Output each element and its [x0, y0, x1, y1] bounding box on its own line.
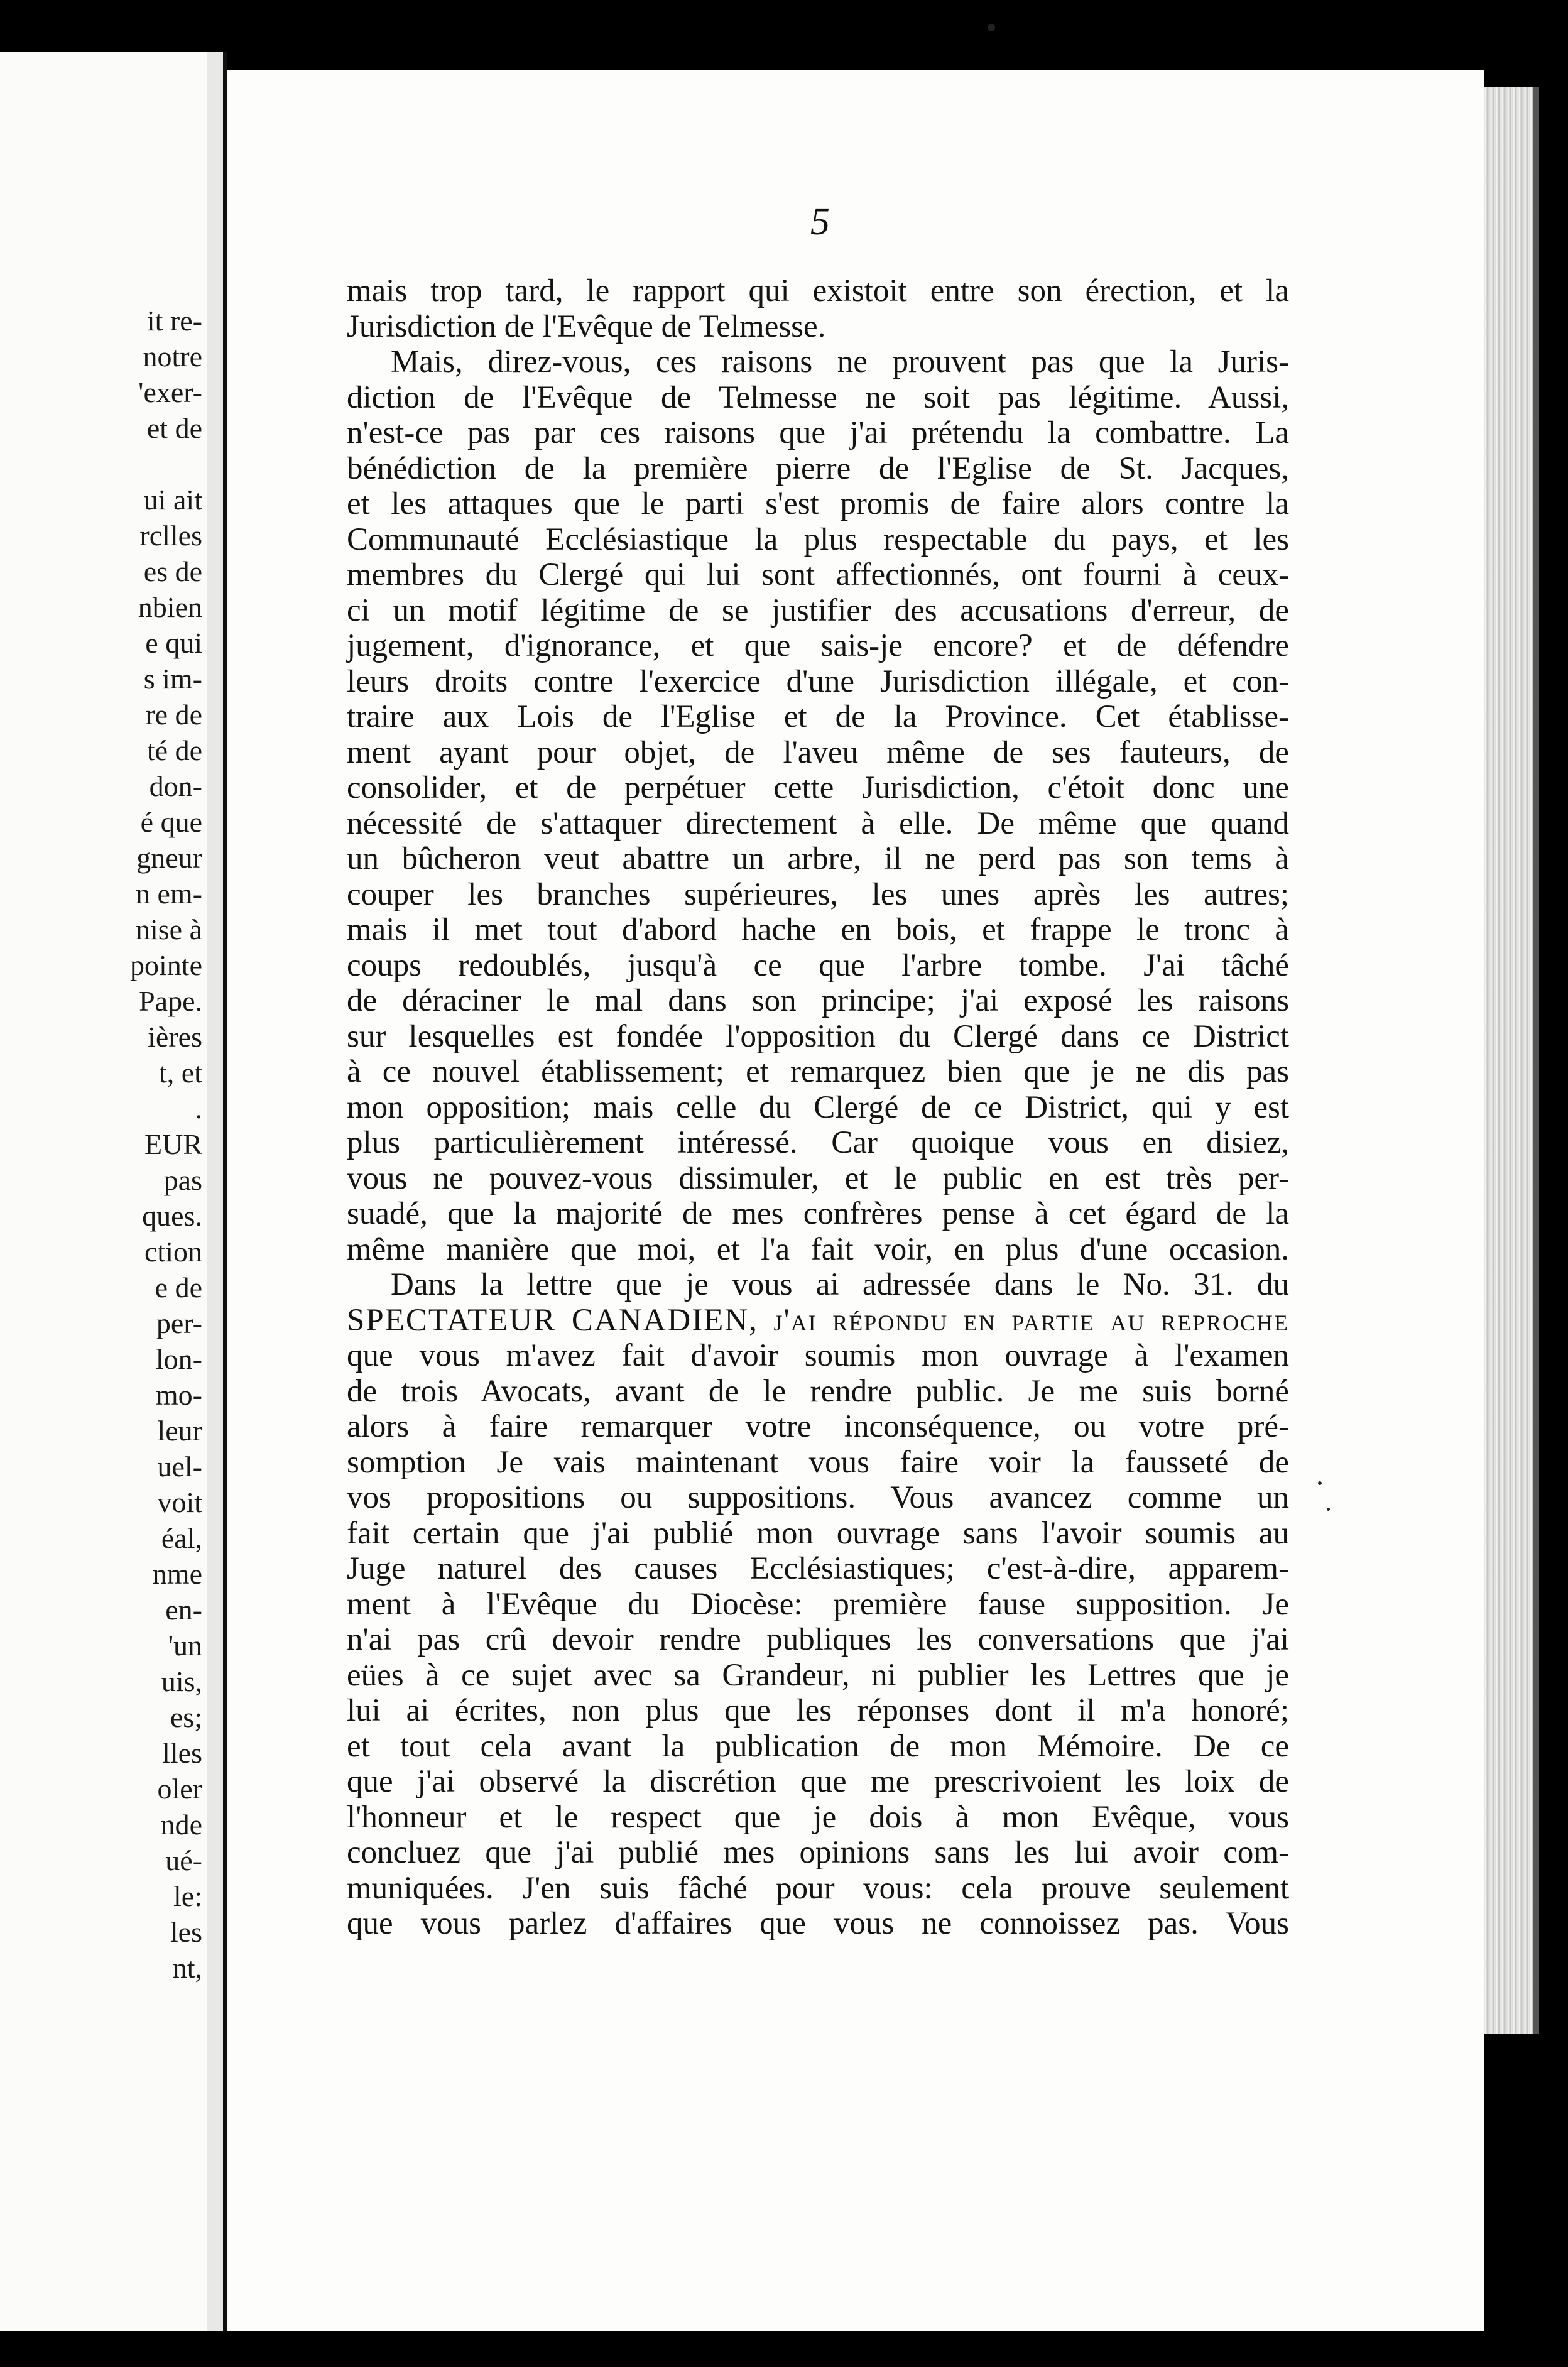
- left-fragment-line: it re-: [146, 305, 202, 337]
- left-fragment-line: es de: [143, 555, 202, 587]
- text-line: que j'ai observé la discrétion que me prescrivoient les loix de: [347, 1764, 1289, 1799]
- left-fragment-line: e qui: [145, 627, 202, 659]
- text-line: l'honneur et le respect que je dois à mon Evêque, vous: [347, 1799, 1289, 1835]
- left-fragment-line: lles: [162, 1737, 202, 1769]
- left-fragment-line: nme: [152, 1558, 202, 1590]
- left-fragment-line: ué-: [165, 1844, 202, 1876]
- text-line: Mais, direz-vous, ces raisons ne prouvent pas que la Juris-: [391, 344, 1289, 379]
- left-fragment-line: pas: [163, 1164, 202, 1196]
- left-fragment-line: n em-: [135, 878, 202, 910]
- text-line: Communauté Ecclésiastique la plus respectable du pays, et les: [347, 521, 1289, 557]
- text-line: coups redoublés, jusqu'à ce que l'arbre tombe. J'ai tâché: [347, 947, 1289, 983]
- text-line: sur lesquelles est fondée l'opposition du Clergé dans ce District: [347, 1018, 1289, 1054]
- text-line: et les attaques que le parti s'est promis de faire alors contre la: [347, 486, 1289, 521]
- text-line: vos propositions ou suppositions. Vous avancez comme un: [347, 1480, 1289, 1515]
- left-fragment-line: lon-: [155, 1343, 202, 1375]
- text-line: diction de l'Evêque de Telmesse ne soit pas légitime. Aussi,: [347, 379, 1289, 415]
- text-line: nécessité de s'attaquer directement à elle. De même que quand: [347, 805, 1289, 841]
- text-line: ci un motif légitime de se justifier des accusations d'erreur, de: [347, 592, 1289, 628]
- left-facing-page: [0, 52, 207, 2331]
- text-line: de déraciner le mal dans son principe; j'ai exposé les raisons: [347, 983, 1289, 1018]
- page-number: 5: [810, 200, 830, 243]
- body-text: [347, 273, 1289, 1942]
- text-line: et tout cela avant la publication de mon Mémoire. De ce: [347, 1728, 1289, 1764]
- left-fragment-line: uel-: [157, 1450, 202, 1483]
- text-line: mais il met tout d'abord hache en bois, et frappe le tronc à: [347, 912, 1289, 947]
- left-fragment-line: EUR: [144, 1128, 202, 1160]
- text-line: même manière que moi, et l'a fait voir, en plus d'une occasion.: [347, 1231, 1289, 1267]
- text-line: n'ai pas crû devoir rendre publiques les conversations que j'ai: [347, 1622, 1289, 1657]
- left-fragment-line: éal,: [161, 1522, 202, 1554]
- gutter-shadow: [223, 52, 227, 2331]
- text-line: suadé, que la majorité de mes confrères pense à cet égard de la: [347, 1196, 1289, 1231]
- left-fragment-line: oler: [157, 1773, 202, 1805]
- text-line: ment à l'Evêque du Diocèse: première fause supposition. Je: [347, 1586, 1289, 1622]
- left-fragment-line: rclles: [139, 520, 202, 552]
- left-fragment-line: ques.: [142, 1200, 202, 1232]
- text-line: bénédiction de la première pierre de l'Eglise de St. Jacques,: [347, 450, 1289, 486]
- text-line: mon opposition; mais celle du Clergé de ce District, qui y est: [347, 1089, 1289, 1125]
- left-fragment-line: ières: [148, 1021, 202, 1053]
- text-line: ment ayant pour objet, de l'aveu même de ses fauteurs, de: [347, 734, 1289, 770]
- left-fragment-line: ction: [144, 1236, 202, 1268]
- text-line: fait certain que j'ai publié mon ouvrage sans l'avoir soumis au: [347, 1515, 1289, 1551]
- left-fragment-line: les: [170, 1916, 202, 1948]
- left-fragment-line: notre: [143, 340, 202, 373]
- text-line: mais trop tard, le rapport qui existoit entre son érection, et la: [347, 273, 1289, 308]
- text-line: Jurisdiction de l'Evêque de Telmesse.: [347, 308, 826, 344]
- left-fragment-line: et de: [146, 412, 202, 444]
- text-line: vous ne pouvez-vous dissimuler, et le public en est très per-: [347, 1160, 1289, 1196]
- text-line: eües à ce sujet avec sa Grandeur, ni publier les Lettres que je: [347, 1657, 1289, 1693]
- left-page-text-fragments: [14, 303, 202, 1986]
- left-page-edge: [207, 52, 224, 2331]
- left-fragment-line: 'exer-: [138, 376, 202, 408]
- left-fragment-line: uis,: [161, 1665, 202, 1697]
- text-line: Juge naturel des causes Ecclésiastiques; c'est-à-dire, apparem-: [347, 1551, 1289, 1586]
- text-line: concluez que j'ai publié mes opinions sans les lui avoir com-: [347, 1835, 1289, 1870]
- text-line: traire aux Lois de l'Eglise et de la Province. Cet établisse-: [347, 699, 1289, 734]
- left-fragment-line: per-: [156, 1307, 202, 1339]
- text-line: lui ai écrites, non plus que les réponses dont il m'a honoré;: [347, 1693, 1289, 1728]
- left-fragment-line: nbien: [138, 591, 202, 623]
- text-line: SPECTATEUR CANADIEN, j'ai répondu en partie au reproche: [347, 1302, 1289, 1338]
- text-line: n'est-ce pas par ces raisons que j'ai prétendu la combattre. La: [347, 415, 1289, 450]
- left-fragment-line: té de: [146, 734, 202, 766]
- text-line: que vous m'avez fait d'avoir soumis mon ouvrage à l'examen: [347, 1338, 1289, 1373]
- left-fragment-line: t, et: [159, 1057, 202, 1089]
- left-fragment-line: gneur: [136, 842, 202, 874]
- left-fragment-line: mo-: [155, 1379, 202, 1411]
- left-fragment-line: [14, 446, 202, 482]
- text-line: muniquées. J'en suis fâché pour vous: cela prouve seulement: [347, 1870, 1289, 1906]
- left-fragment-line: le:: [173, 1880, 202, 1912]
- scan-speck: [988, 24, 995, 31]
- scan-speck: [1318, 1481, 1322, 1485]
- left-fragment-line: e de: [155, 1271, 202, 1303]
- left-fragment-line: nt,: [172, 1952, 202, 1984]
- text-line: leurs droits contre l'exercice d'une Jurisdiction illégale, et con-: [347, 663, 1289, 699]
- left-fragment-line: don-: [149, 770, 202, 802]
- text-line: jugement, d'ignorance, et que sais-je encore? et de défendre: [347, 628, 1289, 663]
- text-line: que vous parlez d'affaires que vous ne connoissez pas. Vous: [347, 1906, 1289, 1941]
- text-line: un bûcheron veut abattre un arbre, il ne perd pas son tems à: [347, 841, 1289, 876]
- left-fragment-line: ui ait: [143, 484, 202, 516]
- left-fragment-line: pointe: [130, 949, 202, 981]
- text-line: membres du Clergé qui lui sont affectionnés, ont fourni à ceux-: [347, 557, 1289, 592]
- text-line: somption Je vais maintenant vous faire voir la fausseté de: [347, 1444, 1289, 1480]
- left-fragment-line: s im-: [143, 663, 202, 695]
- page-stack-edges: [1484, 87, 1534, 2034]
- text-line: à ce nouvel établissement; et remarquez bien que je ne dis pas: [347, 1054, 1289, 1089]
- left-fragment-line: .: [195, 1092, 202, 1124]
- left-fragment-line: es;: [170, 1701, 202, 1733]
- left-fragment-line: re de: [145, 699, 202, 731]
- text-line: couper les branches supérieures, les unes après les autres;: [347, 876, 1289, 912]
- left-fragment-line: nise à: [135, 913, 202, 945]
- text-line: alors à faire remarquer votre inconséquence, ou votre pré-: [347, 1409, 1289, 1444]
- left-fragment-line: 'un: [168, 1630, 202, 1662]
- left-fragment-line: voit: [157, 1486, 202, 1518]
- page-edge-shadow: [1533, 87, 1539, 2034]
- text-line: plus particulièrement intéressé. Car quoique vous en disiez,: [347, 1125, 1289, 1160]
- text-line: consolider, et de perpétuer cette Jurisdiction, c'étoit donc une: [347, 770, 1289, 805]
- scan-speck: [1327, 1508, 1330, 1511]
- left-fragment-line: nde: [160, 1809, 202, 1841]
- left-fragment-line: é que: [140, 806, 202, 838]
- left-fragment-line: Pape.: [139, 985, 202, 1017]
- text-line: de trois Avocats, avant de le rendre public. Je me suis borné: [347, 1373, 1289, 1409]
- text-line: Dans la lettre que je vous ai adressée dans le No. 31. du: [391, 1267, 1289, 1302]
- left-fragment-line: en-: [165, 1594, 202, 1626]
- left-fragment-line: leur: [157, 1415, 202, 1447]
